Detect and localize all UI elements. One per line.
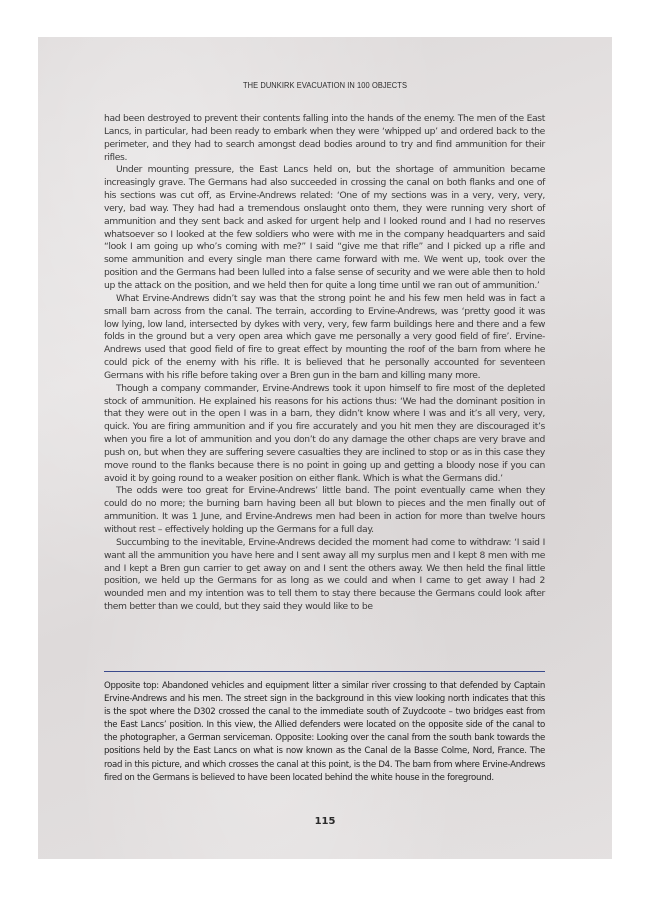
book-page [38, 37, 612, 859]
body-paragraph: Under mounting pressure, the East Lancs held on, but the shortage of ammunition became increasingly grave. The Germans had also succeeded in crossing the canal on both flanks and one of his sections was cut off, as Ervine-Andrews related: ‘One of my sections was in a very, very, very, very, bad way. They had had a tremendous onslaught onto them, they were running very short of ammunition and they sent back and asked for urgent help and I looked round and I had no reserves whatsoever so I looked at the few soldiers who were with me in the company headquarters and said “look I am going up who’s coming with me?” I said “give me that rifle” and I picked up a rifle and some ammunition and every single man there came forward with me. We went up, took over the position and the Germans had been lulled into a false sense of security and we were able then to hold up the attack on the position, and we held then for quite a long time until we ran out of ammunition.’ [104, 164, 545, 291]
body-paragraph: Though a company commander, Ervine-Andrews took it upon himself to fire most of the depleted stock of ammunition. He explained his reasons for his actions thus: ‘We had the dominant position in that they were out in the open I was in a barn, they didn’t know where I was and it’s all very, very, quick. You are firing ammunition and if you fire accurately and you hit men they are discouraged it’s when you fire a lot of ammunition and you don’t do any damage the other chaps are very brave and push on, but when they are suffering severe casualties they are inclined to stop or as in this case they move round to the flanks because there is no point in going up and getting a bloody nose if you can avoid it by going round to a weaker position on either flank. Which is what the Germans did.’ [104, 382, 545, 484]
page-number: 115 [314, 816, 336, 827]
running-head: THE DUNKIRK EVACUATION IN 100 OBJECTS [242, 80, 408, 90]
body-text [104, 113, 545, 614]
body-paragraph: What Ervine-Andrews didn’t say was that the strong point he and his few men held was in fact a small barn across from the canal. The terrain, according to Ervine-Andrews, was ‘pretty good it was low lying, low land, intersected by dykes with very, very, few farm buildings here and there and a few folds in the ground but a very open area which gave me personally a very good field of fire’. Ervine-Andrews used that good field of fire to great effect by mounting the roof of the barn from where he could pick of the enemy with his rifle. It is believed that he personally accounted for seventeen Germans with his rifle before taking over a Bren gun in the barn and killing many more. [104, 292, 545, 381]
body-paragraph: The odds were too great for Ervine-Andrews’ little band. The point eventually came when they could do no more; the burning barn having been all but blown to pieces and the men finally out of ammunition. It was 1 June, and Ervine-Andrews men had been in action for more than twelve hours without rest – effectively holding up the Germans for a full day. [104, 485, 545, 535]
photo-caption: Opposite top: Abandoned vehicles and equipment litter a similar river crossing to that defended by Captain Ervine-Andrews and his men. The street sign in the background in this view looking north indicates that this is the spot where the D302 crossed the canal to the immediate south of Zuydcoote – two bridges east from the East Lancs’ position. In this view, the Allied defenders were located on the opposite side of the canal to the photographer, a German serviceman. Opposite: Looking over the canal from the south bank towards the positions held by the East Lancs on what is now known as the Canal de la Basse Colme, Nord, France. The road in this picture, and which crosses the canal at this point, is the D4. The barn from where Ervine-Andrews fired on the Germans is believed to have been located behind the white house in the foreground. [104, 681, 545, 783]
caption-separator [104, 671, 545, 672]
body-paragraph: Succumbing to the inevitable, Ervine-Andrews decided the moment had come to withdraw: ‘I said I want all the ammunition you have here and I sent away all my surplus men and I kept 8 men with me and I kept a Bren gun carrier to get away on and I sent the others away. We then held the final little position, we held up the Germans for as long as we could and when I came to get away I had 2 wounded men and my intention was to tell them to stay there because the Germans could look after them better than we could, but they said they would like to be [104, 536, 545, 613]
body-paragraph: had been destroyed to prevent their contents falling into the hands of the enemy. The men of the East Lancs, in particular, had been ready to embark when they were ‘whipped up’ and ordered back to the perimeter, and they had to search amongst dead bodies around to try and find ammunition for their rifles. [104, 113, 545, 163]
